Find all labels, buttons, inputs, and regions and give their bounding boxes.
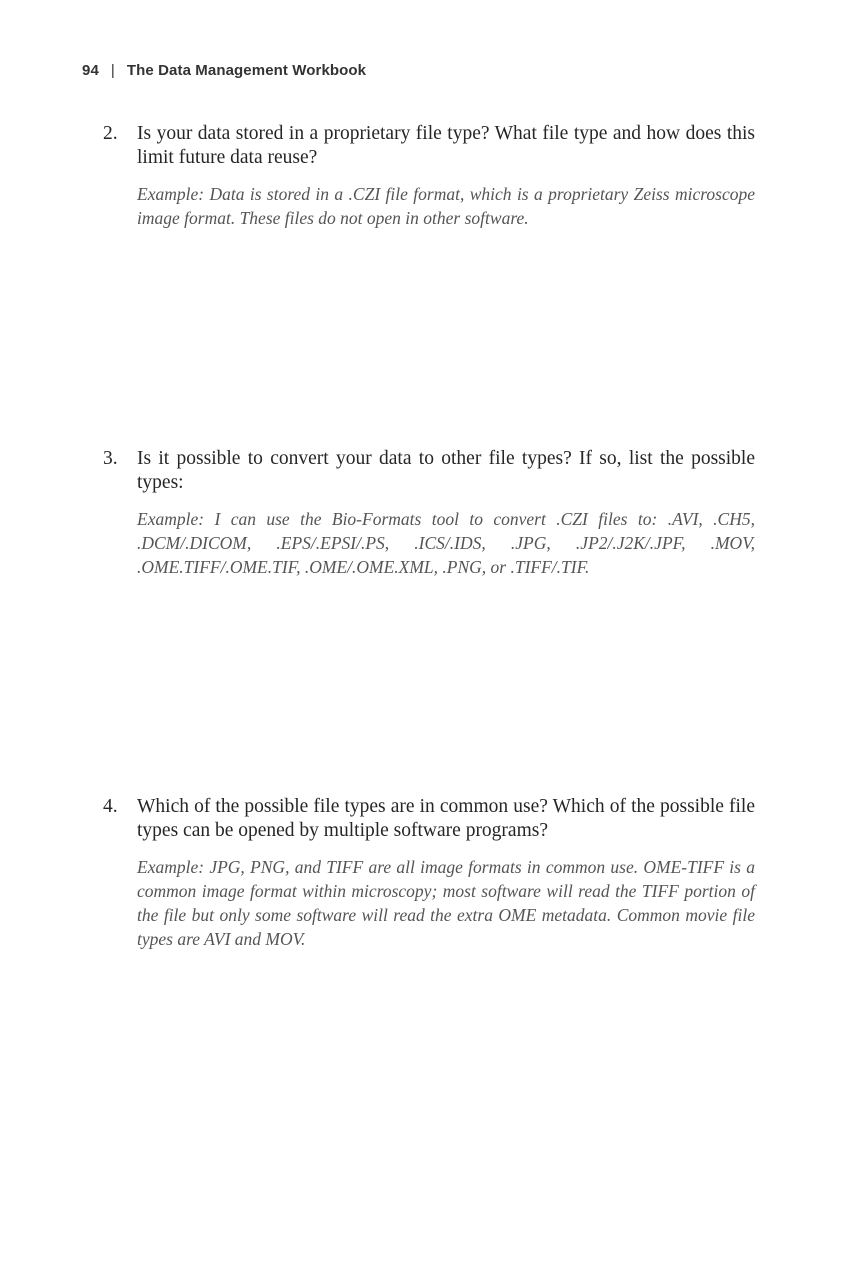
question-example: Example: Data is stored in a .CZI file format, which is a proprietary Zeiss microscope image format. These files do not open in other software. <box>137 184 755 228</box>
question-number: 2. <box>103 123 118 144</box>
question-number: 3. <box>103 448 118 469</box>
question-4 <box>103 795 755 951</box>
question-text: Is your data stored in a proprietary file type? What file type and how does this limit future data reuse? <box>137 123 755 168</box>
question-example: Example: I can use the Bio-Formats tool to convert .CZI files to: .AVI, .CH5, .DCM/.DICOM, .EPS/.EPSI/.PS, .ICS/.IDS, .JPG, .JP2/.J2K/.JPF, .MOV, .OME.TIFF/.OME.TIF, .OME/.OME.XML, .PNG, or .TIFF/.TIF. <box>137 509 755 577</box>
question-number: 4. <box>103 796 118 817</box>
header-separator: | <box>110 62 115 79</box>
page-number: 94 <box>82 62 99 79</box>
question-2 <box>103 122 755 230</box>
book-title: The Data Management Workbook <box>126 62 367 79</box>
question-3 <box>103 447 755 579</box>
running-head <box>82 62 366 79</box>
question-text: Is it possible to convert your data to other file types? If so, list the possible types: <box>137 448 755 493</box>
question-example: Example: JPG, PNG, and TIFF are all image formats in common use. OME-TIFF is a common image format within microscopy; most software will read the TIFF portion of the file but only some software will read the extra OME metadata. Common movie file types are AVI and MOV. <box>137 857 755 949</box>
question-text: Which of the possible file types are in common use? Which of the possible file types can be opened by multiple software programs? <box>137 796 755 841</box>
